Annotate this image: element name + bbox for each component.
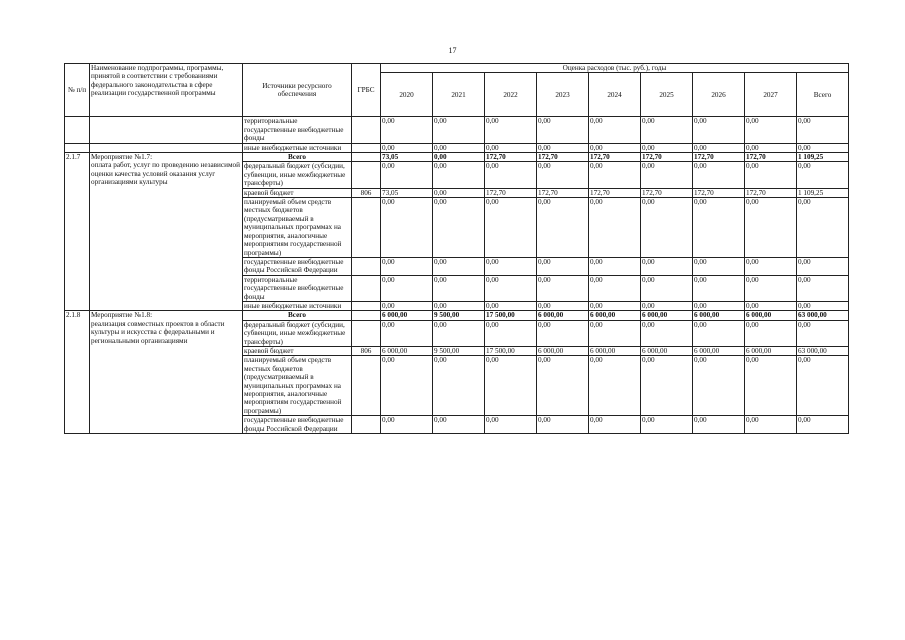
value-cell: 0,00 (589, 117, 641, 143)
value-cell: 0,00 (433, 198, 485, 258)
value-cell: 6 000,00 (641, 311, 693, 320)
value-cell: 63 000,00 (797, 311, 849, 320)
value-cell: 0,00 (641, 257, 693, 275)
source-cell: краевой бюджет (243, 188, 352, 197)
table-row (65, 153, 849, 162)
value-cell: 0,00 (745, 275, 797, 301)
source-cell: территориальные государственные внебюджетные фонды (243, 275, 352, 301)
value-cell: 6 000,00 (745, 311, 797, 320)
header-year: 2021 (433, 73, 485, 117)
grbs-cell (352, 356, 381, 416)
value-cell: 172,70 (537, 153, 589, 162)
value-cell: 0,00 (589, 257, 641, 275)
value-cell: 0,00 (797, 416, 849, 434)
source-cell: иные внебюджетные источники (243, 301, 352, 310)
measure-description: оплата работ, услуг по проведению независимой оценки качества условий оказания услуг организациями культуры (91, 161, 240, 187)
value-cell: 0,00 (485, 301, 537, 310)
value-cell: 9 500,00 (433, 346, 485, 355)
value-cell: 0,00 (589, 143, 641, 152)
value-cell: 0,00 (381, 143, 433, 152)
value-cell: 0,00 (485, 356, 537, 416)
grbs-cell (352, 153, 381, 162)
value-cell: 0,00 (693, 416, 745, 434)
value-cell: 0,00 (381, 301, 433, 310)
value-cell: 0,00 (693, 117, 745, 143)
value-cell: 73,05 (381, 153, 433, 162)
value-cell: 0,00 (589, 416, 641, 434)
value-cell: 0,00 (589, 356, 641, 416)
source-cell: государственные внебюджетные фонды Российской Федерации (243, 416, 352, 434)
value-cell: 172,70 (693, 188, 745, 197)
value-cell: 0,00 (641, 301, 693, 310)
value-cell: 0,00 (797, 301, 849, 310)
source-cell: федеральный бюджет (субсидии, субвенции, иные межбюджетные трансферты) (243, 162, 352, 188)
value-cell: 0,00 (381, 416, 433, 434)
page-number: 17 (448, 46, 457, 55)
value-cell: 1 109,25 (797, 188, 849, 197)
table-row (65, 143, 849, 152)
header-year: 2027 (745, 73, 797, 117)
grbs-cell (352, 301, 381, 310)
measure-number: 2.1.8 (65, 311, 90, 434)
value-cell: 0,00 (745, 320, 797, 346)
value-cell: 172,70 (641, 153, 693, 162)
value-cell: 172,70 (641, 188, 693, 197)
header-year: 2022 (485, 73, 537, 117)
value-cell: 0,00 (641, 416, 693, 434)
value-cell: 6 000,00 (589, 346, 641, 355)
name-cell (90, 117, 243, 143)
value-cell: 1 109,25 (797, 153, 849, 162)
measure-title: Мероприятие №1.8: (91, 311, 153, 320)
grbs-cell (352, 416, 381, 434)
value-cell: 0,00 (433, 143, 485, 152)
header-estimate: Оценка расходов (тыс. руб.), годы (381, 64, 849, 73)
value-cell: 0,00 (537, 162, 589, 188)
grbs-cell: 806 (352, 346, 381, 355)
value-cell: 17 500,00 (485, 346, 537, 355)
value-cell: 6 000,00 (745, 346, 797, 355)
value-cell: 0,00 (589, 162, 641, 188)
value-cell: 0,00 (693, 257, 745, 275)
value-cell: 0,00 (381, 356, 433, 416)
grbs-cell (352, 198, 381, 258)
source-cell: планируемый объем средств местных бюджетов (предусматриваемый в муниципальных программах на мероприятия, аналогичные мероприятиям государственной программы) (243, 356, 352, 416)
value-cell: 0,00 (537, 143, 589, 152)
source-cell: краевой бюджет (243, 346, 352, 355)
value-cell: 0,00 (433, 257, 485, 275)
value-cell: 0,00 (745, 301, 797, 310)
value-cell: 0,00 (433, 356, 485, 416)
value-cell: 0,00 (485, 275, 537, 301)
header-year: Всего (797, 73, 849, 117)
value-cell: 0,00 (433, 153, 485, 162)
value-cell: 0,00 (745, 356, 797, 416)
grbs-cell (352, 257, 381, 275)
value-cell: 0,00 (693, 198, 745, 258)
value-cell: 0,00 (797, 320, 849, 346)
table-row (65, 311, 849, 320)
value-cell: 0,00 (433, 320, 485, 346)
value-cell: 0,00 (537, 257, 589, 275)
value-cell: 9 500,00 (433, 311, 485, 320)
value-cell: 0,00 (485, 143, 537, 152)
value-cell: 0,00 (641, 356, 693, 416)
grbs-cell (352, 311, 381, 320)
value-cell: 0,00 (485, 257, 537, 275)
value-cell: 0,00 (797, 356, 849, 416)
value-cell: 172,70 (693, 153, 745, 162)
value-cell: 0,00 (641, 198, 693, 258)
source-cell: Всего (243, 153, 352, 162)
expense-table (64, 63, 849, 434)
value-cell: 17 500,00 (485, 311, 537, 320)
value-cell: 0,00 (797, 257, 849, 275)
header-year: 2020 (381, 73, 433, 117)
value-cell: 0,00 (589, 301, 641, 310)
value-cell: 0,00 (589, 320, 641, 346)
value-cell: 0,00 (745, 117, 797, 143)
value-cell: 0,00 (693, 143, 745, 152)
value-cell: 0,00 (745, 416, 797, 434)
value-cell: 172,70 (485, 188, 537, 197)
value-cell: 6 000,00 (641, 346, 693, 355)
value-cell: 0,00 (485, 117, 537, 143)
value-cell: 172,70 (589, 153, 641, 162)
value-cell: 0,00 (693, 301, 745, 310)
value-cell: 0,00 (381, 320, 433, 346)
value-cell: 0,00 (641, 275, 693, 301)
value-cell: 63 000,00 (797, 346, 849, 355)
value-cell: 0,00 (797, 117, 849, 143)
value-cell: 0,00 (641, 143, 693, 152)
header-year: 2025 (641, 73, 693, 117)
value-cell: 172,70 (745, 153, 797, 162)
value-cell: 6 000,00 (537, 346, 589, 355)
value-cell: 0,00 (641, 117, 693, 143)
value-cell: 0,00 (537, 198, 589, 258)
value-cell: 0,00 (485, 416, 537, 434)
value-cell: 0,00 (537, 416, 589, 434)
value-cell: 0,00 (381, 198, 433, 258)
value-cell: 172,70 (745, 188, 797, 197)
value-cell: 0,00 (797, 198, 849, 258)
num-cell (65, 143, 90, 152)
value-cell: 0,00 (433, 188, 485, 197)
value-cell: 0,00 (381, 257, 433, 275)
source-cell: территориальные государственные внебюджетные фонды (243, 117, 352, 143)
value-cell: 0,00 (433, 162, 485, 188)
value-cell: 0,00 (797, 143, 849, 152)
value-cell: 0,00 (433, 117, 485, 143)
value-cell: 0,00 (381, 162, 433, 188)
value-cell: 172,70 (537, 188, 589, 197)
value-cell: 0,00 (433, 275, 485, 301)
measure-number: 2.1.7 (65, 153, 90, 311)
value-cell: 172,70 (589, 188, 641, 197)
value-cell: 0,00 (797, 275, 849, 301)
value-cell: 0,00 (537, 275, 589, 301)
value-cell: 0,00 (381, 275, 433, 301)
header-year: 2026 (693, 73, 745, 117)
header-source: Источники ресурсного обеспечения (243, 64, 352, 117)
measure-name (90, 311, 243, 434)
source-cell: федеральный бюджет (субсидии, субвенции, иные межбюджетные трансферты) (243, 320, 352, 346)
value-cell: 0,00 (745, 257, 797, 275)
table-row (65, 117, 849, 143)
grbs-cell (352, 320, 381, 346)
value-cell: 0,00 (485, 162, 537, 188)
source-cell: иные внебюджетные источники (243, 143, 352, 152)
value-cell: 0,00 (589, 198, 641, 258)
value-cell: 0,00 (537, 117, 589, 143)
value-cell: 6 000,00 (381, 311, 433, 320)
value-cell: 0,00 (485, 320, 537, 346)
value-cell: 0,00 (537, 356, 589, 416)
value-cell: 0,00 (745, 198, 797, 258)
value-cell: 172,70 (485, 153, 537, 162)
grbs-cell (352, 143, 381, 152)
name-cell (90, 143, 243, 152)
value-cell: 0,00 (693, 275, 745, 301)
source-cell: государственные внебюджетные фонды Российской Федерации (243, 257, 352, 275)
value-cell: 0,00 (485, 198, 537, 258)
header-name: Наименование подпрограммы, программы, принятой в соответствии с требованиями федерального законодательства в сфере реализации государственной программы (90, 64, 243, 117)
value-cell: 0,00 (433, 301, 485, 310)
value-cell: 0,00 (641, 320, 693, 346)
measure-title: Мероприятие №1.7: (91, 153, 153, 162)
grbs-cell (352, 162, 381, 188)
measure-name (90, 153, 243, 311)
measure-description: реализация совместных проектов в области культуры и искусства с федеральными и региональными организациями (91, 319, 225, 345)
value-cell: 6 000,00 (693, 311, 745, 320)
value-cell: 0,00 (745, 162, 797, 188)
value-cell: 0,00 (693, 162, 745, 188)
value-cell: 6 000,00 (693, 346, 745, 355)
value-cell: 0,00 (537, 320, 589, 346)
header-year: 2023 (537, 73, 589, 117)
value-cell: 0,00 (745, 143, 797, 152)
value-cell: 6 000,00 (537, 311, 589, 320)
value-cell: 0,00 (381, 117, 433, 143)
header-num: № п/п (65, 64, 90, 117)
value-cell: 0,00 (693, 356, 745, 416)
grbs-cell (352, 117, 381, 143)
header-grbs: ГРБС (352, 64, 381, 117)
value-cell: 0,00 (797, 162, 849, 188)
value-cell: 0,00 (537, 301, 589, 310)
source-cell: планируемый объем средств местных бюджетов (предусматриваемый в муниципальных программах на мероприятия, аналогичные мероприятиям государственной программы) (243, 198, 352, 258)
value-cell: 0,00 (433, 416, 485, 434)
value-cell: 0,00 (693, 320, 745, 346)
value-cell: 6 000,00 (381, 346, 433, 355)
value-cell: 0,00 (641, 162, 693, 188)
header-year: 2024 (589, 73, 641, 117)
grbs-cell (352, 275, 381, 301)
value-cell: 0,00 (589, 275, 641, 301)
num-cell (65, 117, 90, 143)
source-cell: Всего (243, 311, 352, 320)
value-cell: 73,05 (381, 188, 433, 197)
grbs-cell: 806 (352, 188, 381, 197)
value-cell: 6 000,00 (589, 311, 641, 320)
